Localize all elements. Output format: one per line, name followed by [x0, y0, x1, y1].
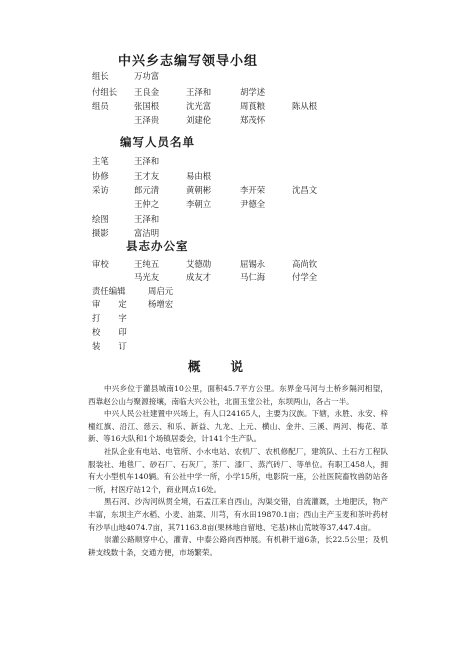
leadership-group-title: 中兴乡志编写领导小组 — [118, 54, 259, 69]
reviewer-name: 屈锡永 — [240, 259, 266, 269]
overview-paragraph: 中兴人民公社建置中兴场上，有人口24165人，主要为汉族。下辖，永胜、永安、梓橦红旗、沿江、慈云、和乐、新益、九龙、上元、横山、金井、三溪、两河、梅花、革新、等16大队和1个场镇居委会，计141个生产队。 — [88, 409, 388, 444]
final-review-role-char: 审 — [92, 299, 101, 309]
office-title: 县志办公室 — [126, 239, 189, 253]
responsible-editor-name: 周启元 — [148, 286, 174, 296]
staff-list-title: 编写人员名单 — [120, 135, 195, 149]
overview-paragraph: 黑石河、沙沟河纵贯全境，石盂江来自西山，沟渠交错，自流灌溉，土地肥沃，物产丰富，东坝主产水稻、小麦、油菜、川芎，有水田19870.1亩；西山主产玉麦和茶叶药材有沙旱山地4074.7亩，其71163.8亩(果林地自留地、宅基)林山荒坡等37,447.4亩。 — [88, 497, 388, 532]
photography-role: 摄影 — [92, 228, 109, 238]
overview-title-char: 概 — [188, 359, 201, 374]
drawing-name: 王泽和 — [134, 214, 160, 224]
reviewer-role: 审校 — [92, 259, 109, 269]
interviewer-name: 沈昌文 — [292, 185, 318, 195]
overview-paragraph: 中兴乡位于灌县城南10公里，面积45.7平方公里。东界金马河与土桥乡隔河相望，西靠赵公山与聚源接壤，南临大兴公社，北面玉堂公社，东坝两山，各占一半。 — [88, 384, 388, 406]
leader-role: 组长 — [92, 71, 109, 81]
binding-role — [92, 341, 127, 351]
binding-role-char: 装 — [92, 341, 101, 351]
typing-role-char: 打 — [92, 313, 101, 323]
leader-name: 万功富 — [134, 71, 160, 81]
reviewer-name: 马光友 — [134, 272, 160, 282]
reviewer-name: 成友才 — [186, 272, 212, 282]
interviewer-name: 黄朝彬 — [186, 185, 212, 195]
proofreading-role — [92, 327, 127, 337]
deputy-name: 王泽和 — [186, 87, 212, 97]
deputy-name: 王良金 — [134, 87, 160, 97]
reviewer-name: 王纯五 — [134, 259, 160, 269]
reviewer-name: 马仁海 — [240, 272, 266, 282]
chief-writer-role: 主笔 — [92, 156, 109, 166]
overview-title — [188, 357, 243, 375]
member-name: 张国根 — [134, 101, 160, 111]
overview-body — [88, 383, 388, 559]
interviewer-role: 采访 — [92, 185, 109, 195]
deputy-name: 胡学述 — [240, 87, 266, 97]
typing-role — [92, 313, 127, 323]
responsible-editor-role: 责任编辑 — [92, 286, 126, 296]
interviewer-name: 李朝立 — [186, 199, 212, 209]
member-name: 周莨粮 — [240, 101, 266, 111]
assistant-editor-name: 王才友 — [134, 171, 160, 181]
proofreading-role-char: 印 — [118, 327, 127, 337]
proofreading-role-char: 校 — [92, 327, 101, 337]
interviewer-name: 尹德全 — [240, 199, 266, 209]
overview-title-char: 说 — [230, 359, 244, 374]
member-name: 郑茂怀 — [240, 115, 266, 125]
interviewer-name: 郎元清 — [134, 185, 160, 195]
reviewer-name: 高尚钦 — [292, 259, 318, 269]
overview-paragraph: 崇灌公路顺穿中心，灌青、中泰公路向西伸展。有机耕干道6条，长22.5公里；及机耕支线数十条，交通方便，市场繁荣。 — [88, 535, 388, 557]
interviewer-name: 李开荣 — [240, 185, 266, 195]
member-name: 陈从根 — [292, 101, 318, 111]
photography-name: 富洁明 — [134, 228, 160, 238]
interviewer-name: 王仲之 — [134, 199, 160, 209]
member-role: 组员 — [92, 101, 109, 111]
member-name: 沈光富 — [186, 101, 212, 111]
typing-role-char: 字 — [118, 313, 127, 323]
final-review-name: 杨增宏 — [148, 299, 174, 309]
final-review-role-char: 定 — [118, 299, 127, 309]
reviewer-name: 艾德勋 — [186, 259, 212, 269]
member-name: 刘建伦 — [186, 115, 212, 125]
chief-writer-name: 王泽和 — [134, 156, 160, 166]
member-name: 王泽贵 — [134, 115, 160, 125]
binding-role-char: 订 — [118, 341, 127, 351]
drawing-role: 绘图 — [92, 214, 109, 224]
overview-paragraph: 社队企业有电站、电管所、小水电站、农机厂、农机修配厂，建筑队、土石方工程队服装社、地毯厂、砂石厂、石灰厂，茶厂、漆厂、蒸汽砖厂、等单位。有职工458人，拥有大小型机车140辆。有公社中学一所，小学15所，电影院一座，公社医院畜牧兽防站各一所，村医疗站12个，商业网点16处。 — [88, 446, 388, 494]
reviewer-name: 付学全 — [292, 272, 318, 282]
final-review-role — [92, 299, 127, 309]
deputy-role: 付组长 — [92, 87, 118, 97]
assistant-editor-name: 易由根 — [186, 171, 212, 181]
assistant-editor-role: 协修 — [92, 171, 109, 181]
